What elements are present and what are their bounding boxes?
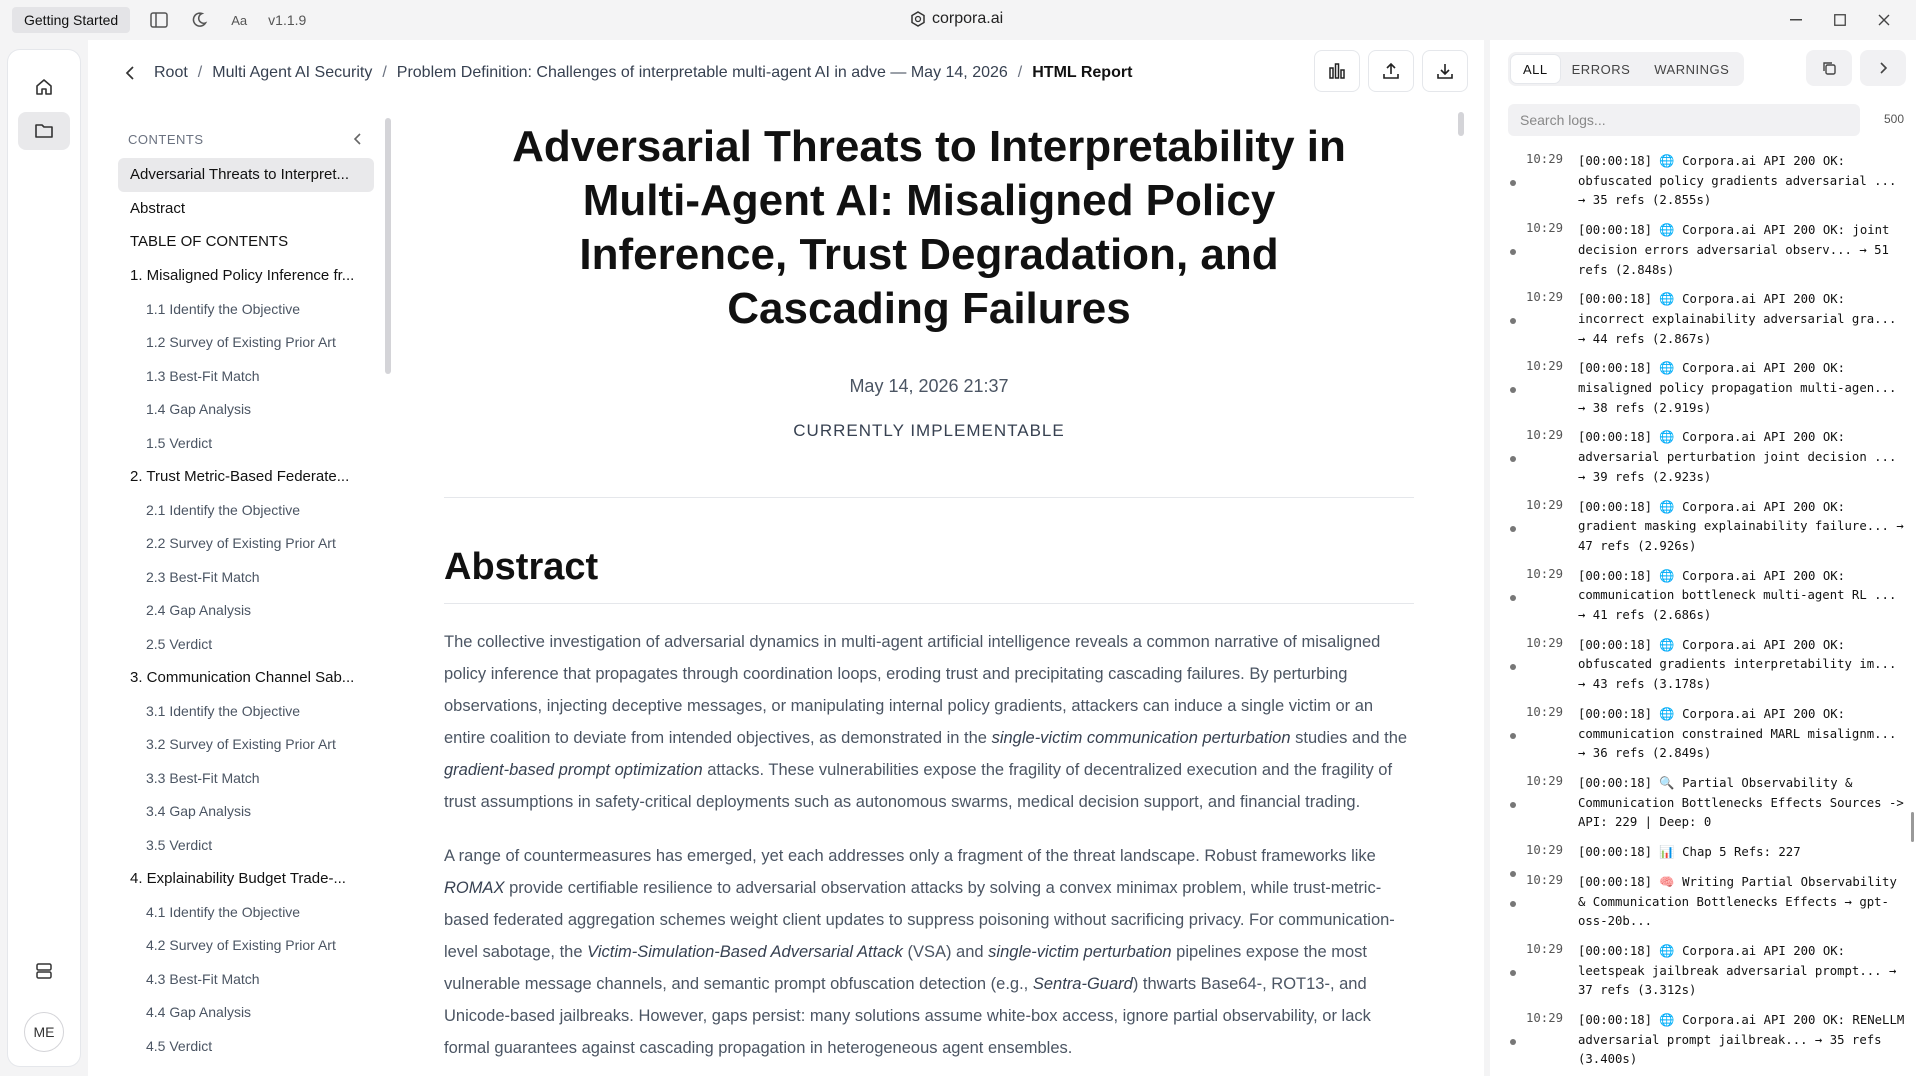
log-dot-icon (1508, 221, 1526, 280)
emphasis-text: single-victim perturbation (988, 943, 1172, 961)
log-dot-icon (1508, 290, 1526, 349)
toc-list (118, 158, 374, 1063)
report-actions (1314, 50, 1468, 92)
toc-item[interactable]: 2. Trust Metric-Based Federate... (130, 467, 350, 485)
log-dot-icon (1508, 359, 1526, 418)
toc-item[interactable]: Adversarial Threats to Interpret... (118, 158, 374, 192)
log-actions (1806, 50, 1906, 86)
toc-item[interactable]: 3.5 Verdict (146, 836, 213, 853)
toc-item[interactable]: 2.1 Identify the Objective (146, 501, 301, 518)
toc-item[interactable]: 4.5 Verdict (146, 1037, 213, 1054)
paragraph-text: The collective investigation of adversarial dynamics in multi-agent artificial intelligence reveals a common narrative of misaligned policy inference that propagates through coordination loops, eroding trust and precipitating cascading failures. By perturbing observations, injecting deceptive messages, or manipulating internal policy gradients, attackers can induce a single victim or an entire coalition to deviate from intended objectives, as demonstrated in the (444, 633, 1381, 747)
chart-icon[interactable] (1314, 50, 1360, 92)
log-message: [00:00:18] 🌐 Corpora.ai API 200 OK: RENeLLM adversarial prompt jailbreak... → 35 refs (3.400s) (1578, 1013, 1912, 1067)
log-message: [00:00:18] 🌐 Corpora.ai API 200 OK: adversarial perturbation joint decision ... → 39 refs (2.923s) (1578, 430, 1904, 484)
toc-item[interactable]: 4. Explainability Budget Trade-... (130, 869, 346, 887)
toc-item[interactable]: 3.4 Gap Analysis (146, 803, 252, 820)
toc-item[interactable]: 3.1 Identify the Objective (146, 702, 301, 719)
chevron-right-icon[interactable] (1860, 50, 1906, 86)
toc-item[interactable]: 4.4 Gap Analysis (146, 1004, 252, 1021)
main-content (88, 40, 1484, 1076)
log-dot-icon (1508, 636, 1526, 695)
paragraph-text: pipelines expose the most vulnerable message channels, and semantic prompt obfuscation detection (e.g., (444, 943, 1367, 993)
brand (910, 10, 1003, 28)
toc-item[interactable]: TABLE OF CONTENTS (130, 233, 289, 251)
log-time: 10:29 (1526, 428, 1564, 443)
log-time: 10:29 (1526, 872, 1564, 887)
log-entry (1508, 221, 1908, 280)
toc-scrollbar[interactable] (385, 118, 391, 374)
report-status: CURRENTLY IMPLEMENTABLE (793, 421, 1065, 440)
log-time: 10:29 (1526, 497, 1564, 512)
emphasis-text: Victim-Simulation-Based Adversarial Attack (587, 943, 903, 961)
home-icon[interactable] (18, 68, 70, 106)
breadcrumb-separator: / (382, 64, 387, 81)
nav-rail (8, 50, 80, 1066)
toc-item[interactable]: 3. Communication Channel Sab... (130, 668, 355, 686)
log-dot-icon (1508, 774, 1526, 833)
toc-item[interactable]: 2.3 Best-Fit Match (146, 568, 260, 585)
article-scrollbar[interactable] (1458, 112, 1464, 136)
toc-item[interactable]: Abstract (130, 199, 186, 217)
log-entry (1508, 497, 1912, 557)
log-entry (1508, 290, 1908, 349)
abstract-paragraph-1 (444, 626, 1414, 818)
log-time: 10:29 (1526, 773, 1564, 788)
toc-item[interactable]: 4.1 Identify the Objective (146, 903, 301, 920)
upload-icon[interactable] (1368, 50, 1414, 92)
log-message: [00:00:18] 🔍 Partial Observability & Communication Bottlenecks Effects Sources -> API: 229 | Deep: 0 (1578, 775, 1912, 830)
toc-item[interactable]: 1.5 Verdict (146, 434, 213, 451)
log-entry (1508, 152, 1908, 211)
log-dot-icon (1508, 843, 1526, 863)
log-time: 10:29 (1526, 1011, 1564, 1026)
log-dot-icon (1508, 873, 1526, 932)
divider (444, 497, 1414, 498)
storage-icon[interactable] (18, 952, 70, 990)
toc-item[interactable]: 1. Misaligned Policy Inference fr... (130, 266, 355, 284)
log-message: [00:00:18] 🌐 Corpora.ai API 200 OK: gradient masking explainability failure... → 47 refs (2.926s) (1578, 499, 1912, 553)
filter-warnings[interactable]: WARNINGS (1654, 61, 1730, 77)
getting-started-button[interactable]: Getting Started (12, 7, 130, 33)
log-entry (1508, 636, 1908, 695)
log-list (1508, 152, 1912, 1076)
log-dot-icon (1508, 567, 1526, 626)
log-message: [00:00:18] 🌐 Corpora.ai API 200 OK: obfuscated policy gradients adversarial ... → 35 refs (2.855s) (1578, 154, 1904, 208)
toc-item[interactable]: 1.4 Gap Analysis (146, 401, 252, 418)
close-icon[interactable] (1862, 8, 1906, 32)
emphasis-text: ROMAX (444, 879, 505, 897)
brand-name: corpora.ai (932, 10, 1004, 27)
log-dot-icon (1508, 428, 1526, 487)
toc-item[interactable]: 2.2 Survey of Existing Prior Art (146, 535, 336, 552)
log-time: 10:29 (1526, 566, 1564, 581)
toc-item[interactable]: 1.1 Identify the Objective (146, 300, 301, 317)
log-panel (1490, 40, 1916, 1076)
paragraph-text: studies and the (1290, 729, 1408, 747)
filter-errors[interactable]: ERRORS (1571, 61, 1631, 77)
log-time: 10:29 (1526, 152, 1564, 166)
log-message: [00:00:18] 📊 Chap 5 Refs: 227 (1578, 845, 1801, 860)
copy-icon[interactable] (1806, 50, 1852, 86)
log-time: 10:29 (1526, 843, 1564, 858)
log-time: 10:29 (1526, 704, 1564, 719)
log-message: [00:00:18] 🧠 Writing Partial Observability & Communication Bottlenecks Effects → gpt-oss-20b... (1578, 874, 1905, 929)
breadcrumb (118, 58, 1132, 88)
breadcrumb-separator: / (197, 64, 203, 81)
log-dot-icon (1508, 498, 1526, 557)
log-time: 10:29 (1526, 290, 1564, 305)
back-arrow-icon[interactable] (118, 66, 142, 80)
folder-icon[interactable] (18, 112, 70, 150)
log-message: [00:00:18] 🌐 Corpora.ai API 200 OK: obfuscated gradients interpretability im... → 43 refs (3.178s) (1578, 637, 1904, 692)
breadcrumb-current: HTML Report (1032, 64, 1133, 81)
toc-item[interactable]: 2.4 Gap Analysis (146, 602, 252, 619)
log-entry (1508, 359, 1908, 418)
emphasis-text: Sentra-Guard (1032, 975, 1133, 993)
report-date: May 14, 2026 21:37 (849, 376, 1009, 396)
log-time: 10:29 (1526, 221, 1564, 236)
log-time: 10:29 (1526, 941, 1564, 956)
log-message: [00:00:18] 🌐 Corpora.ai API 200 OK: communication constrained MARL misalignm... → 36 refs (2.849s) (1578, 706, 1904, 761)
paragraph-text: ) thwarts Base64-, ROT13-, and Unicode-based jailbreaks. However, gaps persist: many solutions assume white-box access, ignore partial observability, or lack formal guarantees against cascading propagation in heterogeneous agent ensembles. (444, 975, 1371, 1057)
toc-header (118, 120, 374, 158)
toc-heading: CONTENTS (128, 131, 204, 147)
version-label: v1.1.9 (268, 12, 307, 28)
abstract-paragraph-2 (444, 840, 1414, 1064)
filter-all[interactable]: ALL (1511, 55, 1560, 83)
log-entry (1508, 567, 1908, 626)
log-message: [00:00:18] 🌐 Corpora.ai API 200 OK: communication bottleneck multi-agent RL ... → 41 refs (2.686s) (1578, 568, 1904, 623)
log-message: [00:00:18] 🌐 Corpora.ai API 200 OK: leetspeak jailbreak adversarial prompt... → 37 refs (3.312s) (1578, 943, 1904, 998)
log-entry (1508, 428, 1908, 487)
breadcrumb-problem[interactable]: Problem Definition: Challenges of interpretable multi-agent AI in adve — May 14, 2026 (396, 64, 1008, 81)
log-filter-tabs (1508, 52, 1744, 86)
log-entry (1508, 705, 1908, 764)
toc-item[interactable]: 1.3 Best-Fit Match (146, 367, 260, 384)
log-entry (1508, 873, 1908, 932)
toc-item[interactable]: 2.5 Verdict (146, 635, 213, 652)
paragraph-text: (VSA) and (902, 943, 989, 961)
log-message: [00:00:18] 🌐 Corpora.ai API 200 OK: misaligned policy propagation multi-agen... → 38 refs (2.919s) (1578, 361, 1904, 415)
log-dot-icon (1508, 942, 1526, 1001)
breadcrumb-separator: / (1017, 64, 1023, 81)
title-bar (0, 0, 1916, 40)
download-icon[interactable] (1422, 50, 1468, 92)
paragraph-text: A range of countermeasures has emerged, yet each addresses only a fragment of the threat landscape. Robust frameworks like (444, 847, 1376, 865)
emphasis-text: single-victim communication perturbation (991, 729, 1291, 747)
log-entry (1508, 942, 1908, 1001)
toc-item[interactable]: 3.3 Best-Fit Match (146, 769, 260, 786)
log-time: 10:29 (1526, 635, 1564, 650)
toc-item[interactable]: 4.3 Best-Fit Match (146, 970, 260, 987)
window-controls (1774, 8, 1906, 32)
section-heading: Abstract (444, 546, 1414, 604)
breadcrumb-root[interactable]: Root (154, 64, 188, 81)
breadcrumb-project[interactable]: Multi Agent AI Security (212, 64, 373, 81)
moon-icon[interactable] (188, 9, 210, 31)
sidebar-toggle-icon[interactable] (148, 9, 170, 31)
log-search-input[interactable] (1508, 104, 1860, 136)
corpora-logo-icon (910, 11, 926, 27)
toc-item[interactable]: 3.2 Survey of Existing Prior Art (146, 736, 336, 753)
table-of-contents (118, 120, 374, 1070)
log-message: [00:00:18] 🌐 Corpora.ai API 200 OK: joint decision errors adversarial observ... → 51 refs (2.848s) (1578, 223, 1897, 277)
log-entry (1508, 773, 1912, 833)
log-entry (1508, 843, 1908, 863)
log-dot-icon (1508, 1011, 1526, 1070)
log-dot-icon (1508, 152, 1526, 211)
chevron-left-icon[interactable] (354, 133, 362, 145)
toc-item[interactable]: 1.2 Survey of Existing Prior Art (146, 334, 336, 351)
log-count: 500 (1884, 112, 1905, 126)
font-size-icon[interactable]: Aa (231, 12, 248, 28)
report-article (444, 120, 1414, 1070)
paragraph-text: provide certifiable resilience to adversarial observation attacks by solving a convex minimax problem, while trust-metric-based federated aggregation schemes weight client updates to suppress poisoning without sacrificing privacy. For communication-level sabotage, the (444, 879, 1395, 961)
log-time: 10:29 (1526, 359, 1564, 374)
maximize-icon[interactable] (1818, 8, 1862, 32)
paragraph-text: attacks. These vulnerabilities expose the fragility of decentralized execution and the fragility of trust assumptions in safety-critical deployments such as autonomous swarms, medical decision support, and financial trading. (444, 761, 1393, 811)
log-scrollbar[interactable] (1911, 812, 1914, 842)
report-title: Adversarial Threats to Interpretability in Multi-Agent AI: Misaligned Policy Inference, Trust Degradation, and Cascading Failures (512, 122, 1346, 333)
avatar[interactable]: ME (24, 1012, 64, 1052)
log-entry (1508, 1011, 1912, 1070)
toc-item[interactable]: 4.2 Survey of Existing Prior Art (146, 937, 336, 954)
log-dot-icon (1508, 705, 1526, 764)
emphasis-text: gradient-based prompt optimization (444, 761, 703, 779)
minimize-icon[interactable] (1774, 8, 1818, 32)
log-message: [00:00:18] 🌐 Corpora.ai API 200 OK: incorrect explainability adversarial gra... → 44 refs (2.867s) (1578, 292, 1904, 346)
